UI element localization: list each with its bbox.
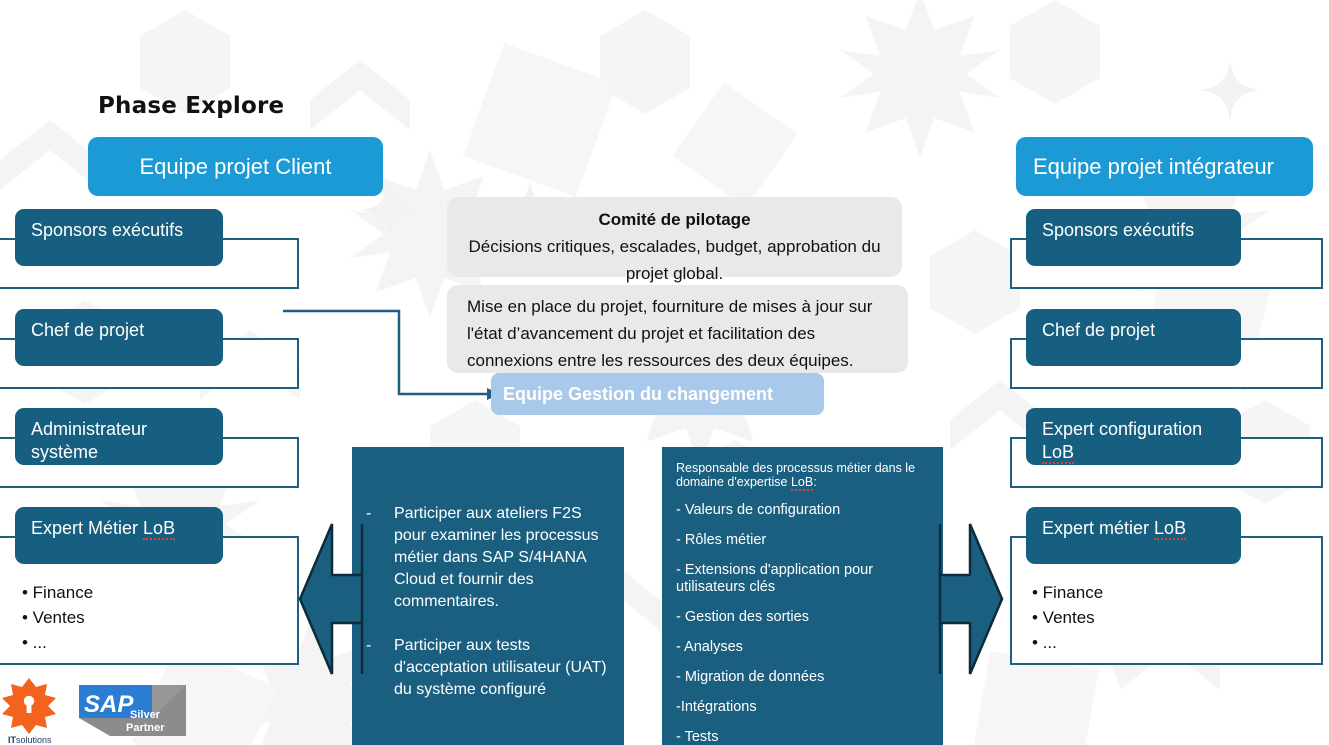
steering-committee-card [447,197,902,283]
list-item-text: Participer aux ateliers F2S pour examiner les processus métier dans SAP S/4HANA Cloud et fournir des commentaires. [394,505,599,610]
project-setup-line2: sur l'état d’avancement du projet et facilitation des [467,297,873,343]
list-item: -Intégrations [676,699,757,715]
list-item: - Rôles métier [676,532,767,548]
integrator-expert-bullets [1032,580,1103,655]
integrator-role-chip-expert[interactable] [1026,507,1241,564]
lob-abbreviation: LoB [1154,518,1187,538]
list-item: - Extensions d'application pour utilisateurs clés [676,562,874,595]
project-setup-card [447,285,908,373]
lob-abbreviation: LoB [790,475,814,489]
list-item: • Ventes [1032,608,1095,627]
integrator-role-label-sponsors: Sponsors exécutifs [1042,220,1195,240]
integrator-team-header[interactable]: Equipe projet intégrateur [1016,137,1313,196]
integrator-role-chip-sponsors[interactable] [1026,209,1241,266]
list-item: • ... [22,633,47,652]
sap-silver-partner-logo-icon [79,685,186,736]
integrator-role-label-config: Expert configuration LoB [1042,419,1203,462]
list-item: • Ventes [22,608,85,627]
client-role-label-chef: Chef de projet [31,320,145,340]
client-responsibilities-panel [352,447,624,745]
client-role-label-expert: Expert Métier LoB [31,518,176,538]
project-setup-line1: Mise en place du projet, fourniture de mises à jour [467,297,845,316]
client-role-chip-sponsors[interactable] [15,209,223,266]
client-role-chip-chef[interactable] [15,309,223,366]
steering-committee-title: Comité de pilotage [598,210,751,229]
list-item: - Tests [676,729,719,745]
right-arrow-icon [936,520,1006,678]
client-role-label-admin: Administrateur système [31,419,148,462]
svg-text:SAP: SAP [84,691,134,718]
integrator-role-chip-config[interactable] [1026,408,1241,465]
left-arrow-icon [296,520,366,678]
dash-marker: - [366,637,372,654]
partner-logos [0,676,190,745]
client-expert-bullets [22,580,93,655]
lob-abbreviation: LoB [143,518,176,538]
svg-text:Partner: Partner [126,722,165,734]
list-item: • Finance [1032,583,1104,602]
list-item: - Analyses [676,639,743,655]
steering-committee-line2: approbation du projet global. [625,237,881,283]
steering-committee-line1: Décisions critiques, escalades, budget, [468,237,763,256]
client-role-label-sponsors: Sponsors exécutifs [31,220,184,240]
client-role-chip-expert[interactable] [15,507,223,564]
dash-marker: - [366,505,372,522]
change-management-team-pill[interactable]: Equipe Gestion du changement [491,373,824,415]
integrator-role-label-chef: Chef de projet [1042,320,1156,340]
project-setup-line3: connexions entre les ressources des deux équipes. [467,351,854,370]
lob-abbreviation: LoB [1042,442,1075,462]
integrator-role-label-expert: Expert métier LoB [1042,518,1187,538]
client-role-chip-admin[interactable] [15,408,223,465]
integrator-panel-heading: Responsable des processus métier dans le domaine d'expertise LoB: [676,461,916,489]
list-item: - Gestion des sorties [676,609,809,625]
list-item: - Migration de données [676,669,825,685]
integrator-responsibilities-panel [662,447,943,745]
page-title: Phase Explore [98,93,285,119]
list-item: - Valeurs de configuration [676,502,841,518]
list-item-text: Participer aux tests d'acceptation utilisateur (UAT) du système configuré [394,637,607,698]
client-team-header[interactable]: Equipe projet Client [88,137,383,196]
list-item: • Finance [22,583,94,602]
list-item: • ... [1032,633,1057,652]
list-item [366,503,610,613]
svg-text:Silver: Silver [130,709,160,721]
svg-text:ITsolutions: ITsolutions [8,735,52,745]
itsolutions-logo-icon [2,678,56,734]
list-item [366,635,610,701]
integrator-role-chip-chef[interactable] [1026,309,1241,366]
